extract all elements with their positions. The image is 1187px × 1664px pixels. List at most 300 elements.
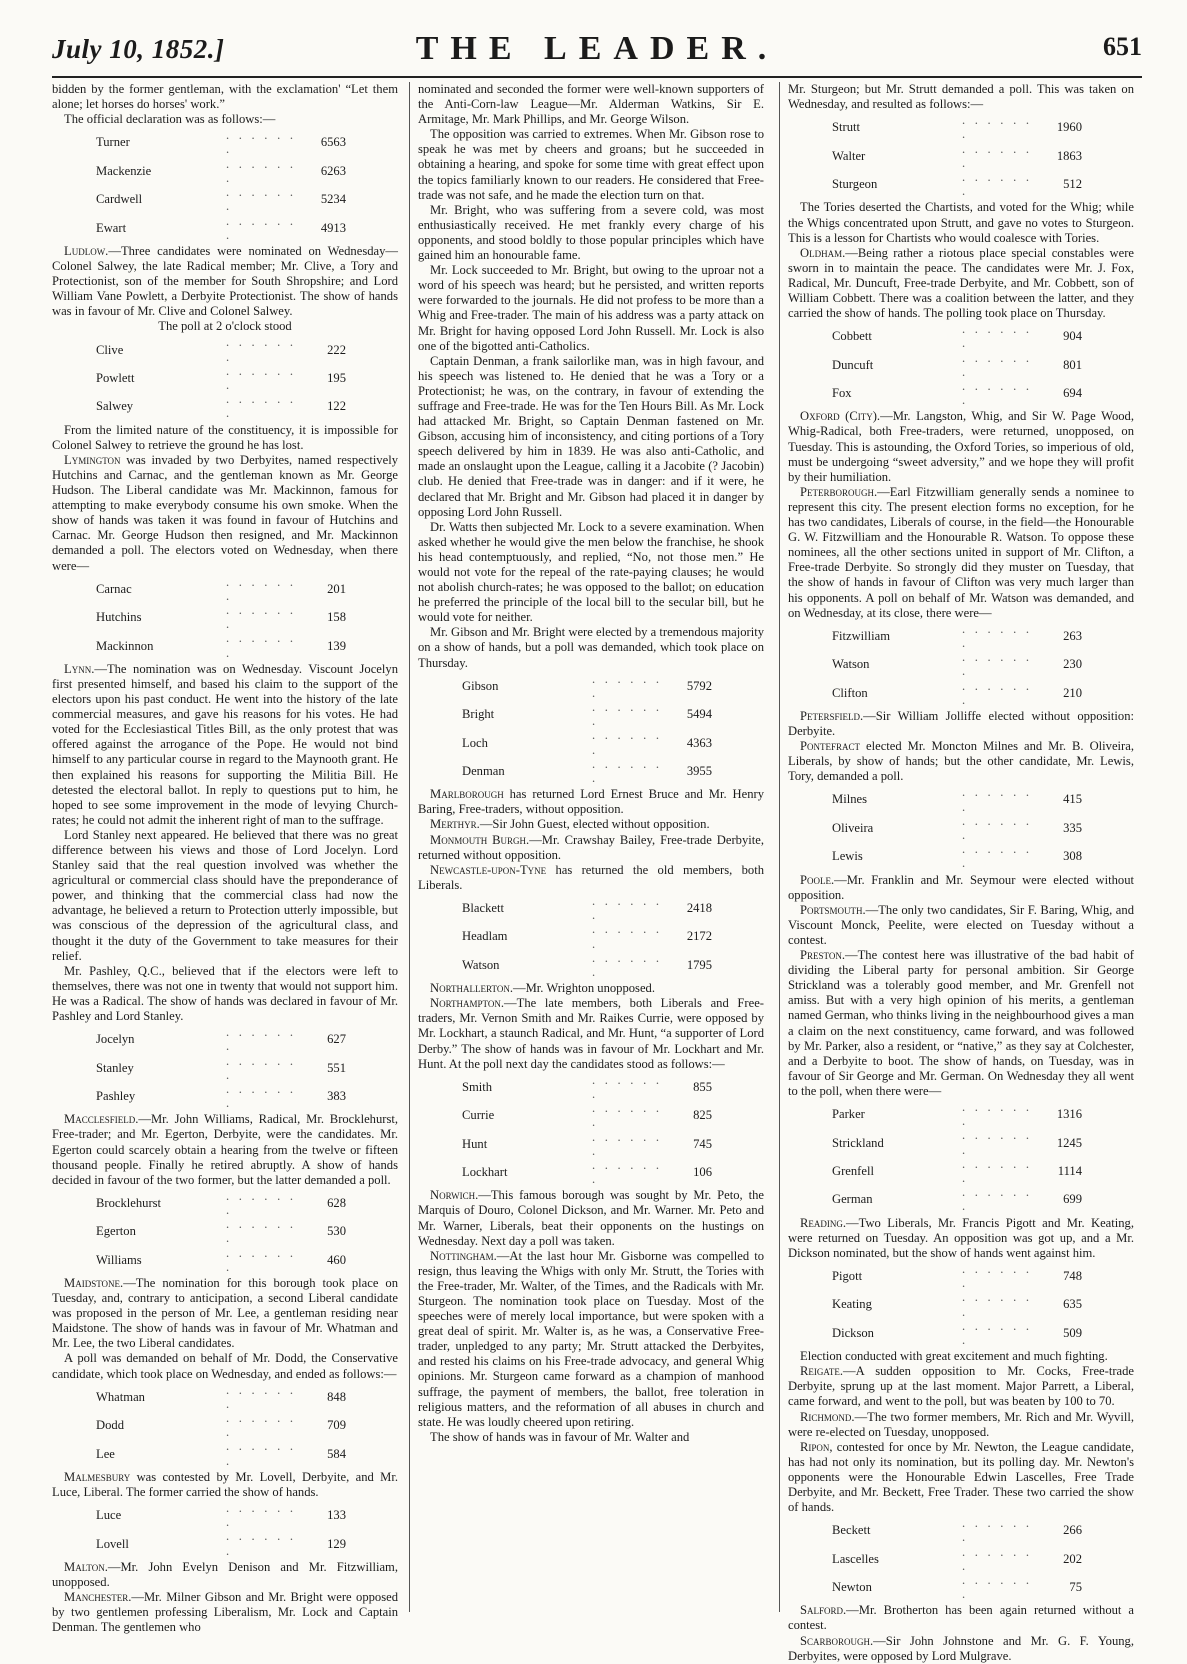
vote-count: 201 <box>327 581 346 596</box>
place-name: Marlborough <box>430 787 504 802</box>
place-name: Malton. <box>64 1559 108 1574</box>
candidate-name: Keating <box>832 1297 872 1312</box>
candidate-name: Williams <box>96 1252 142 1267</box>
vote-count: 745 <box>693 1136 712 1151</box>
paragraph-manchester: Manchester.—Mr. Milner Gibson and Mr. Bright were opposed by two gentlemen professing Liberalism, Mr. Lock and Captain Denman. The gentlemen who <box>52 1590 398 1635</box>
candidate-name: Hunt <box>462 1136 488 1151</box>
leader-dots: . . . . . . . <box>592 1072 662 1101</box>
paragraph: Mr. Pashley, Q.C., believed that if the electors were left to themselves, there was not one in twenty that would not support him. He was a Radical. The show of hands was declared in favour of Mr. Pashley and Lord Stanley. <box>52 963 398 1023</box>
newspaper-title: THE LEADER. <box>415 30 779 67</box>
poll-row <box>96 214 346 242</box>
paragraph: nominated and seconded the former were well-known supporters of the Anti-Corn-law League—Mr. Alderman Watkins, Sir E. Armitage, Mr. Mark Phillips, and Mr. George Wilson. <box>418 82 764 127</box>
poll-table <box>832 113 1082 198</box>
poll-table <box>96 1025 346 1110</box>
leader-dots: . . . . . . . <box>962 813 1032 842</box>
poll-row <box>96 1082 346 1110</box>
vote-count: 158 <box>327 610 346 625</box>
leader-dots: . . . . . . . <box>962 170 1032 199</box>
paragraph: Captain Denman, a frank sailorlike man, was in high favour, and his speech was listened to. He denied that he was a Tory or a Protectionist; he was, on the contrary, in favour of extending the suffrage and Free-trade. He was for the Ten Hours Bill. As Mr. Lock had attacked Mr. Bright, so Captain Denman fastened on Mr. Gibson, accusing him of inconsistency, and citing portions of a Tory speech delivered by him in 1839. He was also anti-Catholic, and made an onslaught upon the League, calling it a Jacobite (? Jacobin) club. He denied that Free-trade was in danger: and if it were, he declared that Mr. Bright and Mr. Gibson had placed it in danger by opposing Lord John Russell. <box>418 353 764 519</box>
poll-row <box>832 1319 1082 1347</box>
vote-count: 904 <box>1063 329 1082 344</box>
vote-count: 699 <box>1063 1192 1082 1207</box>
paragraph-nottingham: Nottingham.—At the last hour Mr. Gisborne was compelled to resign, thus leaving the Whigs with only Mr. Strutt, the Tories with the Free-trader, Mr. Walter, of the Times, and the Radicals with Mr. Sturgeon. The nomination took place on Tuesday. Most of the speeches were of merely local importance, but were spoken with a great deal of spirit. Mr. Walter is, as he was, a Conservative Free-trader, unpledged to any party; Mr. Strutt attacked the Derbyites, and rested his claims on his Free-trade advocacy, and general Whig opinions. Mr. Sturgeon came forward as a champion of manhood suffrage, the payment of members, the ballot, free toleration in religious matters, and the reformation of all abuses in church and state. He was loudly cheered upon retiring. <box>418 1248 764 1429</box>
leader-dots: . . . . . . . <box>962 1261 1032 1291</box>
candidate-name: Fitzwilliam <box>832 628 891 643</box>
leader-dots: . . . . . . . <box>226 156 296 185</box>
place-name: Peterborough. <box>800 484 878 499</box>
leader-dots: . . . . . . . <box>592 922 662 951</box>
place-name: Norwich. <box>430 1188 479 1203</box>
vote-count: 1863 <box>1056 148 1082 163</box>
leader-dots: . . . . . . . <box>226 631 296 660</box>
paragraph-scarborough: Scarborough.—Sir John Johnstone and Mr. G. F. Young, Derbyites, were opposed by Lord Mulgrave. <box>788 1633 1134 1663</box>
poll-row <box>96 185 346 213</box>
place-name: Lymington <box>64 452 121 467</box>
leader-dots: . . . . . . . <box>592 1157 662 1187</box>
poll-table <box>832 622 1082 707</box>
place-name: Poole. <box>800 872 835 887</box>
place-name: Lynn. <box>64 661 95 676</box>
leader-dots: . . . . . . . <box>226 1053 296 1082</box>
vote-count: 415 <box>1063 792 1082 807</box>
leader-dots: . . . . . . . <box>962 1544 1032 1573</box>
paragraph-newcastle: Newcastle-upon-Tyne has returned the old members, both Liberals. <box>418 862 764 892</box>
vote-count: 2172 <box>686 929 712 944</box>
candidate-name: Lewis <box>832 849 863 864</box>
vote-count: 1114 <box>1057 1163 1082 1178</box>
candidate-name: Bright <box>462 707 495 722</box>
poll-row <box>96 1383 346 1411</box>
poll-row <box>462 1101 712 1129</box>
vote-count: 551 <box>327 1060 346 1075</box>
vote-count: 1795 <box>686 957 712 972</box>
poll-row <box>832 814 1082 842</box>
paragraph: The show of hands was in favour of Mr. Walter and <box>430 1429 690 1444</box>
poll-row <box>96 631 346 659</box>
candidate-name: Loch <box>462 735 488 750</box>
poll-row <box>96 1411 346 1439</box>
poll-row <box>832 351 1082 379</box>
vote-count: 129 <box>327 1536 346 1551</box>
leader-dots: . . . . . . . <box>962 1516 1032 1545</box>
place-name: Ludlow. <box>64 243 109 258</box>
candidate-name: Powlett <box>96 370 135 385</box>
paragraph-malmesbury: Malmesbury was contested by Mr. Lovell, Derbyite, and Mr. Luce, Liberal. The former carried the show of hands. <box>52 1469 398 1499</box>
vote-count: 308 <box>1063 849 1082 864</box>
place-name: Pontefract <box>800 739 861 754</box>
vote-count: 335 <box>1063 820 1082 835</box>
candidate-name: Grenfell <box>832 1163 874 1178</box>
vote-count: 6563 <box>320 135 346 150</box>
leader-dots: . . . . . . . <box>962 1156 1032 1186</box>
poll-row <box>462 700 712 728</box>
paragraph: Mr. Lock succeeded to Mr. Bright, but owing to the uproar not a word of his speech was heard; but he persisted, and written reports were forwarded to the journals. He did not profess to be more than a Whig and Free-trader. The main of his address was a party attack on Mr. Bright for having opposed Lord John Russell. Mr. Lock is also one of the bigotted anti-Catholics. <box>418 263 764 353</box>
vote-count: 1316 <box>1056 1107 1082 1122</box>
leader-dots: . . . . . . . <box>226 1501 296 1530</box>
place-name: Portsmouth. <box>800 902 866 917</box>
leader-dots: . . . . . . . <box>226 1217 296 1246</box>
poll-row <box>832 170 1082 198</box>
paragraph-richmond: Richmond.—The two former members, Mr. Rich and Mr. Wyvill, were re-elected on Tuesday, unopposed. <box>788 1409 1134 1439</box>
candidate-name: Cobbett <box>832 329 872 344</box>
leader-dots: . . . . . . . <box>962 1290 1032 1319</box>
vote-count: 6263 <box>320 163 346 178</box>
paragraph-malton: Malton.—Mr. John Evelyn Denison and Mr. Fitzwilliam, unopposed. <box>52 1559 398 1589</box>
place-name: Monmouth Burgh. <box>430 832 530 847</box>
leader-dots: . . . . . . . <box>962 1128 1032 1157</box>
leader-dots: . . . . . . . <box>226 1245 296 1274</box>
poll-table <box>832 322 1082 407</box>
candidate-name: Smith <box>462 1079 493 1094</box>
poll-table <box>832 785 1082 870</box>
vote-count: 4363 <box>686 735 712 750</box>
candidate-name: Brocklehurst <box>96 1195 162 1210</box>
candidate-name: Jocelyn <box>96 1032 135 1047</box>
poll-row <box>832 1157 1082 1185</box>
paragraph-salford: Salford.—Mr. Brotherton has been again returned without a contest. <box>788 1603 1134 1633</box>
leader-dots: . . . . . . . <box>962 621 1032 650</box>
vote-count: 748 <box>1063 1269 1082 1283</box>
leader-dots: . . . . . . . <box>962 350 1032 379</box>
candidate-name: Luce <box>96 1508 122 1523</box>
paragraph: Mr. Bright, who was suffering from a severe cold, was most enthusiastically received. He met frankly every charge of his opponents, and stood boldly to those popular principles which have gained him an honourable fame. <box>418 202 764 263</box>
poll-table <box>462 1073 712 1187</box>
candidate-name: Watson <box>462 957 500 972</box>
paragraph-marlborough: Marlborough has returned Lord Ernest Bruce and Mr. Henry Baring, Free-traders, without opposition. <box>418 787 764 817</box>
vote-count: 202 <box>1063 1551 1082 1566</box>
candidate-name: Clive <box>96 342 124 357</box>
leader-dots: . . . . . . . <box>592 728 662 757</box>
vote-count: 460 <box>327 1252 346 1267</box>
poll-row <box>96 1054 346 1082</box>
paragraph: The Tories deserted the Chartists, and voted for the Whig; while the Whigs concentrated upon Strutt, and gave no votes to Sturgeon. This is a lesson for Chartists who would coalesce with Tories. <box>788 200 1134 245</box>
vote-count: 383 <box>327 1089 346 1103</box>
leader-dots: . . . . . . . <box>226 1025 296 1054</box>
paragraph-ludlow: Ludlow.—Three candidates were nominated on Wednesday—Colonel Salwey, the late Radical member; Mr. Clive, a Tory and Protectionist, son of the member for South Shropshire; and Lord William Vane Powlett, a Derbyite Protectionist. The show of hands was in favour of Mr. Clive and Colonel Salwey. <box>52 243 398 319</box>
paragraph: Election conducted with great excitement and much fighting. <box>800 1349 1108 1364</box>
candidate-name: German <box>832 1192 873 1207</box>
poll-row <box>96 1501 346 1529</box>
candidate-name: Carnac <box>96 581 132 596</box>
candidate-name: Lee <box>96 1446 115 1461</box>
candidate-name: Parker <box>832 1107 865 1122</box>
column-3 <box>788 82 1134 1663</box>
candidate-name: Watson <box>832 657 870 672</box>
vote-count: 628 <box>327 1195 346 1210</box>
candidate-name: Newton <box>832 1580 872 1595</box>
poll-table <box>462 894 712 979</box>
candidate-name: Gibson <box>462 678 499 693</box>
candidate-name: Lascelles <box>832 1551 879 1566</box>
poll-row <box>462 728 712 756</box>
place-name: Oldham. <box>800 245 846 260</box>
masthead-rule <box>52 76 1142 78</box>
leader-dots: . . . . . . . <box>592 1129 662 1158</box>
candidate-name: Duncuft <box>832 357 874 372</box>
poll-row <box>832 113 1082 141</box>
candidate-name: Fox <box>832 386 852 401</box>
leader-dots: . . . . . . . <box>226 392 296 421</box>
candidate-name: Headlam <box>462 929 508 944</box>
paragraph-oldham: Oldham.—Being rather a riotous place special constables were sworn in to maintain the peace. The candidates were Mr. J. Fox, Radical, Mr. Duncuft, Free-trade Derbyite, and Mr. Cobbett, son of William Cobbett. There was a coalition between the latter, and they carried the show of hands. The polling took place on Thursday. <box>788 245 1134 321</box>
candidate-name: Stanley <box>96 1060 134 1075</box>
vote-count: 825 <box>693 1108 712 1123</box>
vote-count: 263 <box>1063 628 1082 643</box>
candidate-name: Lovell <box>96 1536 129 1551</box>
paragraph: The opposition was carried to extremes. When Mr. Gibson rose to speak he was met by cheers and groans; but he succeeded in obtaining a hearing, and spoke for some time with great effect upon the topics familiarly known to our readers. He considered that Free-trade was not safe, and he made the election turn on that. <box>418 127 764 202</box>
leader-dots: . . . . . . . <box>592 893 662 923</box>
place-name: Newcastle-upon-Tyne <box>430 862 547 877</box>
candidate-name: Beckett <box>832 1523 871 1538</box>
poll-row <box>832 1262 1082 1290</box>
leader-dots: . . . . . . . <box>226 1529 296 1558</box>
leader-dots: . . . . . . . <box>962 650 1032 679</box>
paragraph-portsmouth: Portsmouth.—The only two candidates, Sir F. Baring, Whig, and Viscount Monck, Peelite, were elected on Tuesday without a contest. <box>788 902 1134 947</box>
place-name: Manchester. <box>64 1590 132 1605</box>
place-name: Maidstone. <box>64 1276 124 1290</box>
paragraph: A poll was demanded on behalf of Mr. Dodd, the Conservative candidate, which took place on Wednesday, and ended as follows:— <box>52 1351 398 1381</box>
poll-row <box>462 951 712 979</box>
vote-count: 5234 <box>320 192 346 207</box>
column-rule-1 <box>409 82 410 1612</box>
poll-row <box>96 1246 346 1274</box>
leader-dots: . . . . . . . <box>962 842 1032 871</box>
candidate-name: Pigott <box>832 1269 863 1283</box>
leader-dots: . . . . . . . <box>226 128 296 157</box>
place-name: Scarborough. <box>800 1633 874 1648</box>
paragraph: Mr. Gibson and Mr. Bright were elected by a tremendous majority on a show of hands, but a poll was demanded, which took place on Thursday. <box>418 625 764 670</box>
candidate-name: Milnes <box>832 792 867 807</box>
place-name: Richmond. <box>800 1409 855 1424</box>
paragraph-merthyr: Merthyr.—Sir John Guest, elected without opposition. <box>430 817 710 832</box>
vote-count: 635 <box>1063 1297 1082 1312</box>
leader-dots: . . . . . . . <box>962 1185 1032 1214</box>
poll-table <box>96 335 346 420</box>
vote-count: 222 <box>327 342 346 357</box>
poll-row <box>832 1290 1082 1318</box>
paragraph: The official declaration was as follows:— <box>64 112 276 127</box>
candidate-name: Walter <box>832 148 866 163</box>
vote-count: 133 <box>327 1508 346 1523</box>
poll-row <box>462 672 712 700</box>
candidate-name: Lockhart <box>462 1165 508 1180</box>
candidate-name: Strickland <box>832 1135 884 1150</box>
paragraph-northampton: Northampton.—The late members, both Liberals and Free-traders, Mr. Vernon Smith and Mr. Raikes Currie, were opposed by Mr. Lockhart, a staunch Radical, and Mr. Hunt, “a supporter of Lord Derby.” The show of hands was in favour of Mr. Lockhart and Mr. Hunt. At the poll next day the candidates stood as follows:— <box>418 996 764 1071</box>
leader-dots: . . . . . . . <box>592 700 662 729</box>
poll-table <box>832 1516 1082 1601</box>
vote-count: 2418 <box>686 901 712 916</box>
place-name: Northampton. <box>430 996 505 1011</box>
poll-row <box>832 1185 1082 1213</box>
paragraph-ripon: Ripon, contested for once by Mr. Newton, the League candidate, has had not only its nomination, but its polling day. Mr. Newton's opponents were the Honourable Edwin Lascelles, Free Trade Derbyite, and Mr. Beckett, Free Trader. These two carried the show of hands. <box>788 1439 1134 1515</box>
leader-dots: . . . . . . . <box>592 1101 662 1130</box>
leader-dots: . . . . . . . <box>962 141 1032 170</box>
place-name: Macclesfield. <box>64 1112 139 1127</box>
paragraph-macclesfield: Macclesfield.—Mr. John Williams, Radical, Mr. Brocklehurst, Free-trader; and Mr. Egerton, Derbyite, were the candidates. Mr. Egerton could scarcely obtain a hearing from the twelve or fifteen thousand people. Finally he retired abruptly. A show of hands decided in favour of the two former, but the latter demanded a poll. <box>52 1112 398 1187</box>
page-number: 651 <box>1103 32 1142 61</box>
paragraph-maidstone: Maidstone.—The nomination for this borough took place on Tuesday, and, contrary to anticipation, a second Liberal candidate was proposed in the person of Mr. Lee, a gentleman residing near Maidstone. The show of hands was in favour of Mr. Whatman and Mr. Lee, the two Liberal candidates. <box>52 1276 398 1351</box>
vote-count: 75 <box>1069 1580 1082 1595</box>
candidate-name: Mackinnon <box>96 638 154 653</box>
vote-count: 230 <box>1063 657 1082 672</box>
poll-row <box>96 1217 346 1245</box>
poll-row <box>832 1516 1082 1544</box>
leader-dots: . . . . . . . <box>226 1188 296 1217</box>
paragraph-poole: Poole.—Mr. Franklin and Mr. Seymour were elected without opposition. <box>788 872 1134 902</box>
leader-dots: . . . . . . . <box>962 378 1032 408</box>
vote-count: 139 <box>327 638 346 653</box>
paragraph-lynn: Lynn.—The nomination was on Wednesday. Viscount Jocelyn first presented himself, and based his claim to the support of the electors upon his past conduct. He went into the history of the late commercial measures, and gave his reasons for his votes. He had voted for the Ecclesiastical Titles Bill, as the only protest that was offered against the arrogance of the Pope. He would not bind himself to any particular course in regard to the Maynooth grant. He then explained his reasons for supporting the Militia Bill. He detested the electoral ballot. In reply to questions put to him, he hoped to see some improvement in the mode of levying Church-rates; he could not admit the inherent right of man to the suffrage. <box>52 661 398 827</box>
issue-date: July 10, 1852.] <box>52 34 225 64</box>
paragraph: bidden by the former gentleman, with the exclamation' “Let them alone; let horses do horses' work.” <box>52 82 398 112</box>
vote-count: 4913 <box>320 220 346 235</box>
paragraph-norwich: Norwich.—This famous borough was sought by Mr. Peto, the Marquis of Douro, Colonel Dickson, and Mr. Warner. Mr. Peto and Mr. Warner, Liberals, beat their opponents on the hustings on Wednesday. Next day a poll was taken. <box>418 1188 764 1248</box>
vote-count: 530 <box>327 1224 346 1239</box>
candidate-name: Clifton <box>832 685 868 700</box>
column-rule-2 <box>779 82 780 1612</box>
vote-count: 801 <box>1063 357 1082 372</box>
leader-dots: . . . . . . . <box>226 213 296 242</box>
leader-dots: . . . . . . . <box>592 671 662 700</box>
vote-count: 106 <box>693 1165 712 1180</box>
poll-row <box>96 392 346 420</box>
poll-row <box>96 603 346 631</box>
candidate-name: Salwey <box>96 399 134 414</box>
poll-row <box>832 1573 1082 1601</box>
vote-count: 266 <box>1063 1523 1082 1538</box>
candidate-name: Pashley <box>96 1089 136 1103</box>
leader-dots: . . . . . . . <box>226 603 296 632</box>
candidate-name: Denman <box>462 763 505 778</box>
poll-row <box>96 1529 346 1557</box>
poll-row <box>832 322 1082 350</box>
paragraph-oxford: Oxford (City).—Mr. Langston, Whig, and Sir W. Page Wood, Whig-Radical, both Free-traders, were returned, unopposed, on Tuesday. This is astounding, the Oxford Tories, so imperious of old, must be undergoing “sweet adversity,” and we hope they will profit by their humiliation. <box>788 409 1134 484</box>
column-1 <box>52 82 398 1635</box>
leader-dots: . . . . . . . <box>962 322 1032 351</box>
poll-row <box>832 679 1082 707</box>
poll-row <box>462 757 712 785</box>
paragraph-reigate: Reigate.—A sudden opposition to Mr. Cocks, Free-trade Derbyite, sprung up at the last moment. Major Parrett, a Liberal, came forward, and went to the poll, but was beaten by 100 to 70. <box>788 1364 1134 1409</box>
vote-count: 584 <box>327 1446 346 1461</box>
vote-count: 512 <box>1063 177 1082 192</box>
poll-row <box>462 922 712 950</box>
place-name: Northallerton. <box>430 981 513 996</box>
leader-dots: . . . . . . . <box>592 756 662 786</box>
candidate-name: Mackenzie <box>96 163 152 178</box>
paragraph: From the limited nature of the constituency, it is impossible for Colonel Salwey to retrieve the ground he has lost. <box>52 422 398 452</box>
paragraph-pontefract: Pontefract elected Mr. Moncton Milnes and Mr. B. Oliveira, Liberals, by show of hands; but the other candidate, Mr. Lewis, Tory, demanded a poll. <box>788 739 1134 784</box>
leader-dots: . . . . . . . <box>226 335 296 364</box>
poll-row <box>96 1025 346 1053</box>
vote-count: 122 <box>327 399 346 414</box>
paragraph: Lord Stanley next appeared. He believed that there was no great difference between his views and those of Lord Jocelyn. Lord Stanley said that the real question involved was whether the agricultural or commercial class should have the preponderance of power, and thinking that the commercial class had now the advantage, he believed a return to Protection utterly impossible, but was conscious of the depression of the agricultural class, and thought it the duty of the Government to take measures for their relief. <box>52 827 398 963</box>
place-name: Malmesbury <box>64 1469 131 1484</box>
poll-table <box>96 1383 346 1468</box>
leader-dots: . . . . . . . <box>226 1081 296 1111</box>
poll-caption: The poll at 2 o'clock stood <box>158 319 292 334</box>
vote-count: 855 <box>693 1079 712 1094</box>
poll-row <box>832 379 1082 407</box>
column-2 <box>418 82 764 1612</box>
place-name: Merthyr. <box>430 817 480 832</box>
leader-dots: . . . . . . . <box>962 1318 1032 1347</box>
poll-table <box>96 575 346 660</box>
vote-count: 3955 <box>686 763 712 778</box>
candidate-name: Oliveira <box>832 820 874 835</box>
candidate-name: Egerton <box>96 1224 136 1239</box>
place-name: Salford. <box>800 1603 847 1618</box>
poll-row <box>832 1100 1082 1128</box>
vote-count: 1960 <box>1056 120 1082 135</box>
candidate-name: Ewart <box>96 220 127 235</box>
candidate-name: Turner <box>96 135 130 150</box>
place-name: Petersfield. <box>800 708 864 723</box>
leader-dots: . . . . . . . <box>962 1572 1032 1602</box>
poll-table <box>96 128 346 242</box>
place-name: Preston. <box>800 948 845 963</box>
poll-row <box>462 1158 712 1186</box>
poll-row <box>96 1439 346 1467</box>
vote-count: 195 <box>327 370 346 385</box>
poll-row <box>96 575 346 603</box>
poll-row <box>832 785 1082 813</box>
poll-row <box>462 894 712 922</box>
leader-dots: . . . . . . . <box>226 1439 296 1468</box>
leader-dots: . . . . . . . <box>962 113 1032 142</box>
candidate-name: Dodd <box>96 1418 124 1433</box>
leader-dots: . . . . . . . <box>226 185 296 214</box>
leader-dots: . . . . . . . <box>226 574 296 603</box>
poll-row <box>832 622 1082 650</box>
candidate-name: Hutchins <box>96 610 142 625</box>
poll-table <box>96 1501 346 1558</box>
paragraph-petersfield: Petersfield.—Sir William Jolliffe elected without opposition: Derbyite. <box>788 708 1134 738</box>
place-name: Reading. <box>800 1215 847 1230</box>
leader-dots: . . . . . . . <box>226 1382 296 1411</box>
place-name: Oxford (City). <box>800 409 881 424</box>
poll-row <box>832 142 1082 170</box>
leader-dots: . . . . . . . <box>226 1411 296 1440</box>
place-name: Nottingham. <box>430 1248 497 1263</box>
leader-dots: . . . . . . . <box>962 785 1032 814</box>
candidate-name: Whatman <box>96 1389 145 1404</box>
vote-count: 709 <box>327 1418 346 1433</box>
paragraph-peterborough: Peterborough.—Earl Fitzwilliam generally sends a nominee to represent this city. The present election forms no exception, for he has two candidates, Liberals of course, in the field—the Honourable G. W. Fitzwilliam and the Honourable R. Watson. To oppose these nominees, all the other sections united in support of Mr. Clifton, a Free-trade Derbyite. So strongly did they muster on Tuesday, that the show of hands in favour of Clifton was very much larger than his opponents. A poll on behalf of Mr. Watson was demanded, and on Wednesday, at its close, there were— <box>788 484 1134 620</box>
poll-row <box>96 335 346 363</box>
place-name: Reigate. <box>800 1364 844 1379</box>
paragraph: Mr. Sturgeon; but Mr. Strutt demanded a poll. This was taken on Wednesday, and resulted as follows:— <box>788 82 1134 112</box>
masthead <box>52 18 1142 74</box>
paragraph-lymington: Lymington was invaded by two Derbyites, named respectively Hutchins and Carnac, and the gentleman known as Mr. George Hudson. The Liberal candidate was Mr. Mackinnon, famous for attempting to make everybody consume his own smoke. When the show of hands was taken it was found in favour of Hutchins and Carnac. Mr. George Hudson then resigned, and Mr. Mackinnon demanded a poll. The electors voted on Wednesday, when there were— <box>52 452 398 573</box>
paragraph-northallerton: Northallerton.—Mr. Wrighton unopposed. <box>430 981 655 996</box>
leader-dots: . . . . . . . <box>226 363 296 393</box>
poll-row <box>96 364 346 392</box>
leader-dots: . . . . . . . <box>962 678 1032 707</box>
poll-row <box>96 1189 346 1217</box>
poll-row <box>462 1073 712 1101</box>
paragraph-monmouth: Monmouth Burgh.—Mr. Crawshay Bailey, Free-trade Derbyite, returned without opposition. <box>418 832 764 862</box>
candidate-name: Strutt <box>832 120 860 135</box>
candidate-name: Blackett <box>462 901 504 916</box>
vote-count: 509 <box>1063 1325 1082 1340</box>
candidate-name: Cardwell <box>96 192 143 207</box>
poll-table <box>832 1262 1082 1347</box>
vote-count: 627 <box>327 1032 346 1047</box>
poll-row <box>96 157 346 185</box>
vote-count: 694 <box>1063 386 1082 401</box>
vote-count: 210 <box>1063 685 1082 700</box>
paragraph-reading: Reading.—Two Liberals, Mr. Francis Pigott and Mr. Keating, were returned on Tuesday. An opposition was got up, and a Mr. Dickson nominated, but the show of hands went against him. <box>788 1215 1134 1260</box>
